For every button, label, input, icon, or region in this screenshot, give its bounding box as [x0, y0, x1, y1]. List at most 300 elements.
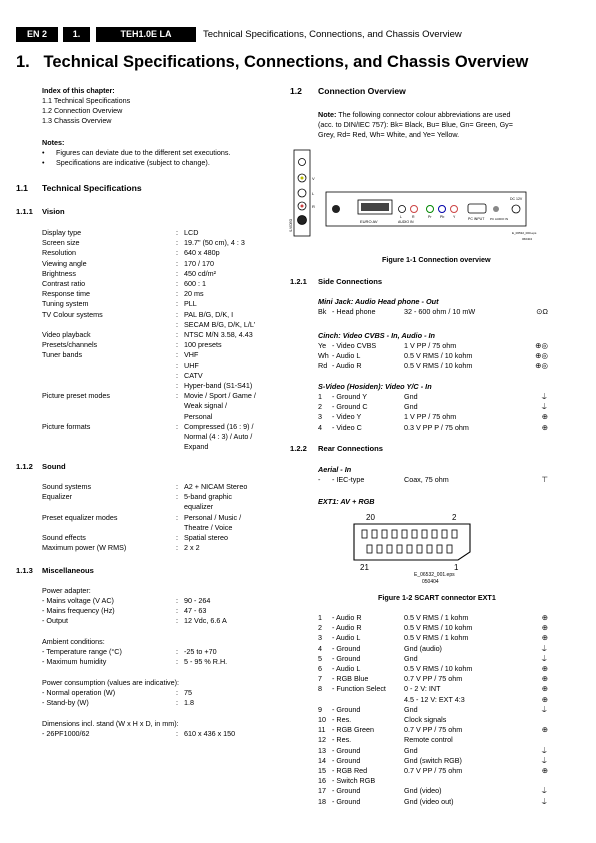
pin-row [318, 307, 548, 317]
spec-row [42, 320, 282, 330]
pin-number: 14 [318, 755, 326, 765]
rear-label-pr: Pr [428, 215, 432, 219]
spec-value: 12 Vdc, 6.6 A [184, 616, 227, 626]
spec-colon: : [176, 319, 178, 329]
pin-value: Gnd [404, 392, 418, 401]
rear-label-pc-input: PC INPUT [468, 217, 485, 221]
ground-icon: ⏚ [540, 755, 548, 765]
pin-function: - Audio L [332, 633, 361, 643]
pin-row [318, 786, 548, 796]
side-label-v: V [312, 176, 315, 181]
note-text: Specifications are indicative (subject to change). [56, 158, 210, 167]
spec-row [42, 657, 282, 667]
pin-value: 0.5 V RMS / 1 kohm [404, 613, 469, 622]
spec-label: Contrast ratio [42, 279, 86, 288]
pin-row [318, 664, 548, 674]
pin-row [318, 797, 548, 807]
pin-value: Gnd [404, 402, 418, 412]
scart-pin-bottom [417, 545, 422, 553]
header-lang-box [16, 27, 58, 42]
spec-row [42, 330, 282, 340]
pin-function: - Audio R [332, 613, 362, 622]
spec-label: Display type [42, 228, 82, 237]
spec-value: UHF [184, 360, 199, 370]
spec-label: - Normal operation (W) [42, 688, 116, 697]
scart-pin-20: 20 [366, 513, 375, 522]
spec-row [42, 228, 282, 238]
pin-function: - Ground Y [332, 392, 368, 401]
header-chapter-box [63, 27, 90, 42]
pin-row [318, 766, 548, 776]
spec-row [42, 381, 282, 391]
spec-colon: : [176, 688, 178, 697]
spec-label: Sound systems [42, 482, 92, 491]
output-arrow-icon: ⊕ [541, 613, 548, 622]
pin-row [318, 633, 548, 643]
spec-label: Video playback [42, 330, 91, 339]
input-arrow-icon: ⊕ [541, 725, 548, 735]
spec-value: VHF [184, 350, 199, 360]
spec-colon: : [176, 698, 178, 708]
output-arrow-icon: ⊕ [541, 633, 548, 643]
pin-row [318, 402, 548, 412]
rear-label-l: L [400, 215, 402, 219]
spec-value: Theatre / Voice [184, 522, 233, 532]
rear-label-pc-audio-in: PC AUDIO IN [490, 217, 509, 221]
spec-row [42, 698, 282, 708]
scart-connector-figure [350, 510, 480, 585]
spec-colon: : [176, 370, 178, 380]
spec-label: Brightness [42, 268, 76, 278]
pin-value: 0.7 V PP / 75 ohm [404, 725, 463, 735]
pin-number: 10 [318, 715, 326, 724]
spec-row [42, 401, 282, 411]
ext1-heading: EXT1: AV + RGB [318, 497, 375, 506]
spec-label: Tuning system [42, 299, 89, 309]
spec-value: Spatial stereo [184, 533, 228, 542]
pin-function: - Ground [332, 704, 361, 714]
connection-note-label: Note: [318, 110, 337, 119]
pin-row [318, 674, 548, 684]
pin-value: Gnd (video out) [404, 796, 454, 806]
side-label-svideo: S-VIDEO [289, 218, 293, 232]
index-item: 1.2 Connection Overview [42, 106, 123, 115]
spec-value: 1.8 [184, 698, 194, 708]
figure-1-1-caption: Figure 1-1 Connection overview [382, 255, 491, 264]
spec-row [42, 688, 282, 698]
ground-icon: ⏚ [540, 704, 548, 714]
spec-colon: : [176, 492, 178, 502]
spec-value: 20 ms [184, 289, 204, 299]
pin-function: - Ground [332, 755, 361, 765]
section-1-1-3-num: 1.1.3 [16, 566, 33, 575]
pin-value: Remote control [404, 735, 453, 745]
spec-row [42, 729, 282, 739]
pin-number: Ye [318, 341, 327, 350]
pin-number: 3 [318, 633, 322, 643]
scart-eps: E_06532_001.eps [414, 572, 455, 578]
spec-value: Expand [184, 442, 209, 452]
spec-label: Screen size [42, 238, 80, 248]
spec-row [42, 248, 282, 258]
pin-number: Wh [318, 351, 329, 361]
spec-label: Preset equalizer modes [42, 512, 118, 522]
spec-label: - Mains frequency (Hz) [42, 606, 115, 616]
spec-row [42, 647, 282, 657]
pin-value: 0.5 V RMS / 10 kohm [404, 351, 473, 361]
pin-function: - IEC-type [332, 475, 365, 484]
notes-heading: Notes: [42, 138, 65, 147]
scart-pin-top [452, 530, 457, 538]
spec-colon: : [176, 533, 178, 542]
connection-note [318, 110, 510, 120]
spec-label: Tuner bands [42, 350, 83, 360]
spec-value: Compressed (16 : 9) / [184, 421, 254, 431]
pin-row [318, 725, 548, 735]
pin-function: - Video C [332, 422, 362, 432]
output-arrow-icon: ⊕ [541, 623, 548, 633]
input-arrow-icon: ⊕ [541, 664, 548, 673]
pin-value: Gnd [404, 745, 418, 755]
pin-value: 0.5 V RMS / 10 kohm [404, 623, 473, 633]
index-heading: Index of this chapter: [42, 86, 115, 95]
spec-row [42, 442, 282, 452]
spec-row [42, 616, 282, 626]
scart-pin-top [412, 530, 417, 538]
section-1-2-title: Connection Overview [318, 86, 406, 96]
section-1-1-title: Technical Specifications [42, 183, 142, 193]
pin-number: 12 [318, 735, 326, 745]
pin-function: - Audio L [332, 351, 361, 361]
pin-number: 15 [318, 766, 326, 775]
pin-number: 7 [318, 674, 322, 684]
spec-row [42, 310, 282, 320]
rear-label-r: R [412, 215, 415, 219]
ground-icon: ⏚ [540, 643, 548, 653]
spec-value: A2 + NICAM Stereo [184, 482, 248, 491]
spec-colon: : [176, 596, 178, 605]
spec-value: -25 to +70 [184, 647, 217, 656]
pin-number: 16 [318, 776, 326, 786]
pin-row [318, 654, 548, 664]
pin-row [318, 613, 548, 623]
pin-value: 1 V PP / 75 ohm [404, 341, 457, 350]
spec-row [42, 502, 282, 512]
pin-number: 1 [318, 613, 322, 622]
spec-value: Weak signal / [184, 401, 228, 411]
consumption-heading: Power consumption (values are indicative): [42, 678, 180, 687]
pin-function: - Audio L [332, 664, 361, 673]
pin-row [318, 776, 548, 786]
pin-function: - Audio R [332, 623, 362, 633]
spec-row [42, 350, 282, 360]
spec-label: - Output [42, 616, 68, 626]
pin-number: 17 [318, 786, 326, 796]
pin-row [318, 351, 548, 361]
pin-number: 5 [318, 653, 322, 663]
spec-colon: : [176, 228, 178, 237]
pin-number: 18 [318, 796, 326, 806]
pin-row [318, 423, 548, 433]
scart-pin-top [422, 530, 427, 538]
pin-number: 2 [318, 402, 322, 412]
ground-icon: ⏚ [540, 392, 548, 401]
spec-row [42, 361, 282, 371]
spec-colon: : [176, 606, 178, 616]
scart-eps-date: 050404 [422, 579, 439, 585]
pin-function: - Ground C [332, 402, 368, 412]
spec-colon: : [176, 381, 178, 390]
pin-row [318, 475, 548, 485]
figure-1-2-caption: Figure 1-2 SCART connector EXT1 [378, 593, 496, 602]
pin-value: 0.5 V RMS / 10 kohm [404, 664, 473, 673]
pin-number: Bk [318, 307, 327, 316]
pin-number: 2 [318, 623, 322, 633]
pin-function: - Function Select [332, 684, 386, 694]
cinch-heading: Cinch: Video CVBS - In, Audio - In [318, 331, 436, 340]
spec-label: - Mains voltage (V AC) [42, 596, 114, 605]
scart-pin-top [362, 530, 367, 538]
input-arrow-icon: ⊕ [541, 412, 548, 422]
spec-value: 600 : 1 [184, 279, 206, 288]
rear-label-euro-av: EURO AV [360, 219, 378, 224]
section-1-2-1-title: Side Connections [318, 277, 383, 286]
pin-number: 9 [318, 704, 322, 714]
connection-overview-figure [290, 150, 546, 246]
bullet-icon: • [42, 148, 45, 157]
spec-row [42, 391, 282, 401]
pin-value: Gnd (switch RGB) [404, 755, 462, 765]
connection-note-text1: The following connector colour abbreviations are used [336, 110, 511, 119]
spec-value: 100 presets [184, 340, 222, 350]
scart-pin-bottom [387, 545, 392, 553]
pin-number: - [318, 475, 321, 484]
spec-value: 450 cd/m² [184, 268, 216, 278]
scart-pin-top [372, 530, 377, 538]
header-title: Technical Specifications, Connections, and Chassis Overview [203, 29, 462, 40]
spec-row [42, 371, 282, 381]
pin-value: 0.5 V RMS / 10 kohm [404, 361, 473, 371]
spec-colon: : [176, 330, 178, 339]
pin-function: - Ground [332, 786, 361, 796]
pin-number: Rd [318, 361, 328, 371]
pin-value: Clock signals [404, 715, 447, 724]
spec-value: 2 x 2 [184, 543, 200, 553]
note-text: Figures can deviate due to the different set executions. [56, 148, 231, 157]
spec-colon: : [176, 391, 178, 401]
pin-function: - Ground [332, 643, 361, 653]
spec-label: - 26PF1000/62 [42, 729, 90, 738]
spec-label: TV Colour systems [42, 309, 103, 319]
pin-function: - Switch RGB [332, 776, 376, 786]
scart-pin-bottom [407, 545, 412, 553]
pin-number: 4 [318, 422, 322, 432]
ground-icon: ⏚ [540, 745, 548, 755]
spec-colon: : [176, 289, 178, 299]
pin-number: 6 [318, 664, 322, 673]
scart-pin-bottom [397, 545, 402, 553]
pin-function: - RGB Green [332, 725, 374, 735]
spec-value: 90 - 264 [184, 596, 211, 605]
rear-label-audio-in: AUDIO IN [398, 220, 414, 224]
pin-row [318, 695, 548, 705]
scart-pin-top [392, 530, 397, 538]
pin-row [318, 746, 548, 756]
pin-function: - Video Y [332, 412, 362, 422]
pin-function: - Video CVBS [332, 341, 377, 350]
pin-function: - Audio R [332, 361, 362, 371]
pin-number: 3 [318, 412, 322, 422]
pin-row [318, 735, 548, 745]
spec-colon: : [176, 482, 178, 491]
pin-value: Coax, 75 ohm [404, 475, 449, 484]
ground-icon: ⏚ [540, 796, 548, 806]
spec-row [42, 279, 282, 289]
pin-function: - RGB Red [332, 766, 368, 775]
power-adapter-heading: Power adapter: [42, 586, 91, 595]
spec-value: NTSC M/N 3.58, 4.43 [184, 330, 253, 339]
spec-label: - Stand-by (W) [42, 698, 89, 708]
spec-colon: : [176, 647, 178, 656]
spec-label: Presets/channels [42, 340, 98, 350]
pin-function: - Head phone [332, 307, 376, 316]
aerial-heading: Aerial - In [318, 465, 352, 474]
spec-value: 5-band graphic [184, 492, 232, 502]
ground-icon: ⏚ [540, 653, 548, 663]
pin-row [318, 705, 548, 715]
connection-note-line3: Grey, Rd= Red, Wh= White, and Ye= Yellow. [318, 130, 460, 139]
spec-value: 640 x 480p [184, 248, 220, 258]
pin-value: Gnd (video) [404, 786, 442, 796]
spec-colon: : [176, 543, 178, 553]
input-arrow-icon: ⊕ [541, 674, 548, 684]
ground-icon: ⏚ [540, 402, 548, 412]
spec-value: 19.7" (50 cm), 4 : 3 [184, 238, 245, 248]
input-arrow-icon: ⊕ [541, 422, 548, 432]
spec-colon: : [176, 299, 178, 309]
notes-list [42, 148, 230, 168]
scart-pin-2: 2 [452, 513, 457, 522]
scart-pin-bottom [377, 545, 382, 553]
header-chapter: 1. [72, 29, 81, 39]
spec-colon: : [176, 279, 178, 288]
pin-value: Gnd (audio) [404, 643, 442, 653]
spec-label: Resolution [42, 248, 76, 258]
pin-function: - RGB Blue [332, 674, 369, 684]
spec-row [42, 492, 282, 502]
pin-row [318, 341, 548, 351]
ground-icon: ⏚ [540, 786, 548, 796]
input-arrow-icon: ⊕ [541, 684, 548, 694]
spec-value: Normal (4 : 3) / Auto / [184, 432, 253, 441]
section-1-1-1-num: 1.1.1 [16, 207, 33, 216]
page-title: 1. Technical Specifications, Connections, and Chassis Overview [16, 53, 529, 71]
spec-row [42, 596, 282, 606]
cinch-input-icon: ⊕◎ [535, 341, 548, 350]
spec-label: Equalizer [42, 492, 72, 502]
pin-value: 0 - 2 V: INT [404, 684, 441, 694]
pin-value: 0.5 V RMS / 1 kohm [404, 633, 469, 643]
scart-pin-1: 1 [454, 563, 459, 572]
scart-pin-bottom [427, 545, 432, 553]
spec-label: Viewing angle [42, 258, 87, 268]
pin-function: - Res. [332, 715, 352, 724]
header-model-box [96, 27, 196, 42]
spec-colon: : [176, 729, 178, 738]
spec-value: 75 [184, 688, 192, 697]
section-1-2-1-num: 1.2.1 [290, 277, 307, 286]
scart-pin-bottom [437, 545, 442, 553]
spec-colon: : [176, 248, 178, 258]
section-1-1-1-title: Vision [42, 207, 65, 216]
section-1-1-2-title: Sound [42, 462, 66, 471]
spec-label: Picture formats [42, 421, 91, 431]
pin-value: Gnd [404, 653, 418, 663]
antenna-icon: ⊤ [541, 475, 548, 484]
cinch-input-icon: ⊕◎ [535, 351, 548, 361]
pin-row [318, 361, 548, 371]
pin-row [318, 412, 548, 422]
note-item [42, 158, 230, 168]
pin-number: 13 [318, 745, 326, 755]
headphone-icon: ⊙Ω [536, 307, 548, 316]
spec-label: Picture preset modes [42, 391, 110, 401]
pin-value: 0.7 V PP / 75 ohm [404, 674, 463, 684]
pin-number: 4 [318, 643, 322, 653]
pin-value: Gnd [404, 704, 418, 714]
pin-row [318, 623, 548, 633]
spec-value: Movie / Sport / Game / [184, 391, 256, 401]
dimensions-heading: Dimensions incl. stand (W x H x D, in mm): [42, 719, 179, 728]
spec-label: - Maximum humidity [42, 657, 107, 667]
fig11-eps: E_06532_000.eps [512, 231, 537, 235]
spec-value: equalizer [184, 502, 214, 512]
pin-function: - Ground [332, 745, 361, 755]
pin-value: 4.5 - 12 V: EXT 4:3 [404, 694, 465, 704]
spec-value: 5 - 95 % R.H. [184, 657, 228, 667]
bullet-icon: • [42, 158, 45, 167]
spec-row [42, 523, 282, 533]
index-list [42, 96, 130, 126]
spec-row [42, 482, 282, 492]
rear-label-pb: Pb [440, 215, 445, 219]
scart-pin-bottom [367, 545, 372, 553]
pin-row [318, 756, 548, 766]
spec-row [42, 513, 282, 523]
pin-number: 11 [318, 725, 326, 735]
minijack-heading: Mini Jack: Audio Head phone - Out [318, 297, 439, 306]
spec-row [42, 533, 282, 543]
spec-label: - Temperature range (°C) [42, 647, 122, 656]
pin-row [318, 644, 548, 654]
spec-value: 47 - 63 [184, 606, 207, 616]
pin-row [318, 684, 548, 694]
spec-value: Hyper-band (S1-S41) [184, 381, 253, 390]
rear-label-dc-12v: DC 12V [510, 197, 523, 201]
section-1-1-2-num: 1.1.2 [16, 462, 33, 471]
section-1-2-2-title: Rear Connections [318, 444, 383, 453]
spec-value: 610 x 436 x 150 [184, 729, 236, 738]
spec-row [42, 238, 282, 248]
pin-function: - Res. [332, 735, 352, 745]
spec-value: CATV [184, 370, 203, 380]
spec-value: LCD [184, 228, 199, 237]
input-arrow-icon: ⊕ [541, 694, 548, 704]
spec-row [42, 606, 282, 616]
header-model: TEH1.0E LA [120, 29, 172, 39]
spec-label: Maximum power (W RMS) [42, 543, 127, 553]
spec-colon: : [176, 309, 178, 319]
